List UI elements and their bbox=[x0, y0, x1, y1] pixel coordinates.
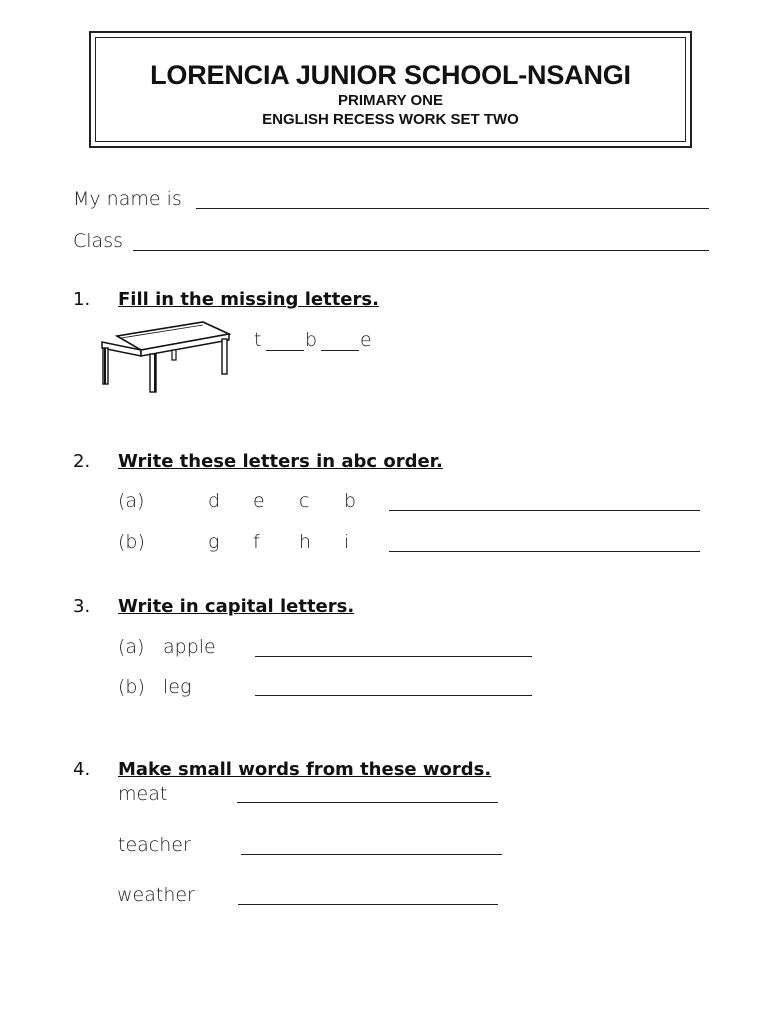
school-name: LORENCIA JUNIOR SCHOOL-NSANGI bbox=[150, 60, 631, 90]
name-blank[interactable] bbox=[196, 208, 709, 209]
q2-row-b-letter: i bbox=[344, 531, 350, 553]
work-set-title: ENGLISH RECESS WORK SET TWO bbox=[262, 111, 519, 128]
question-1-number: 1. bbox=[73, 289, 91, 310]
q3-row-b-word: leg bbox=[163, 676, 192, 698]
q4-word: meat bbox=[118, 783, 168, 805]
q2-row-b-letter: h bbox=[299, 531, 312, 553]
q3-row-b-answer-blank[interactable] bbox=[255, 695, 532, 696]
missing-letter-3: e bbox=[360, 329, 372, 351]
q3-row-a-answer-blank[interactable] bbox=[255, 656, 532, 657]
q2-row-a-answer-blank[interactable] bbox=[389, 510, 700, 511]
q3-row-a-label: (a) bbox=[118, 636, 145, 658]
missing-letter-blank-2[interactable] bbox=[321, 350, 359, 351]
question-4-number: 4. bbox=[73, 759, 91, 780]
q4-answer-blank-3[interactable] bbox=[238, 904, 498, 905]
class-label: Class bbox=[73, 230, 123, 252]
q4-word: teacher bbox=[118, 834, 191, 856]
class-level: PRIMARY ONE bbox=[337, 92, 443, 109]
class-blank[interactable] bbox=[133, 250, 709, 251]
question-2-number: 2. bbox=[73, 451, 91, 472]
header-box bbox=[89, 31, 692, 148]
q2-row-a-letter: c bbox=[299, 490, 310, 512]
missing-letter-blank-1[interactable] bbox=[266, 350, 304, 351]
name-label: My name is bbox=[73, 188, 182, 210]
header-inner-border bbox=[95, 37, 686, 142]
missing-letter-2: b bbox=[305, 329, 318, 351]
q2-row-b-label: (b) bbox=[118, 531, 145, 553]
q3-row-b-label: (b) bbox=[118, 676, 145, 698]
q2-row-b-answer-blank[interactable] bbox=[389, 551, 700, 552]
q2-row-a-letter: b bbox=[344, 490, 357, 512]
missing-letter-1: t bbox=[254, 329, 262, 351]
q4-word: weather bbox=[117, 884, 195, 906]
question-1-title: Fill in the missing letters. bbox=[118, 289, 379, 310]
question-3-title: Write in capital letters. bbox=[118, 596, 355, 617]
q2-row-a-letter: e bbox=[253, 490, 265, 512]
q3-row-a-word: apple bbox=[163, 636, 216, 658]
table-icon bbox=[99, 320, 231, 394]
question-2-title: Write these letters in abc order. bbox=[118, 451, 443, 472]
question-4-title: Make small words from these words. bbox=[118, 759, 492, 780]
q4-answer-blank-2[interactable] bbox=[241, 854, 502, 855]
question-3-number: 3. bbox=[73, 596, 91, 617]
q2-row-b-letter: g bbox=[208, 531, 220, 553]
q2-row-a-letter: d bbox=[208, 490, 221, 512]
q2-row-a-label: (a) bbox=[118, 490, 145, 512]
q4-answer-blank-1[interactable] bbox=[237, 802, 498, 803]
q2-row-b-letter: f bbox=[253, 531, 260, 553]
